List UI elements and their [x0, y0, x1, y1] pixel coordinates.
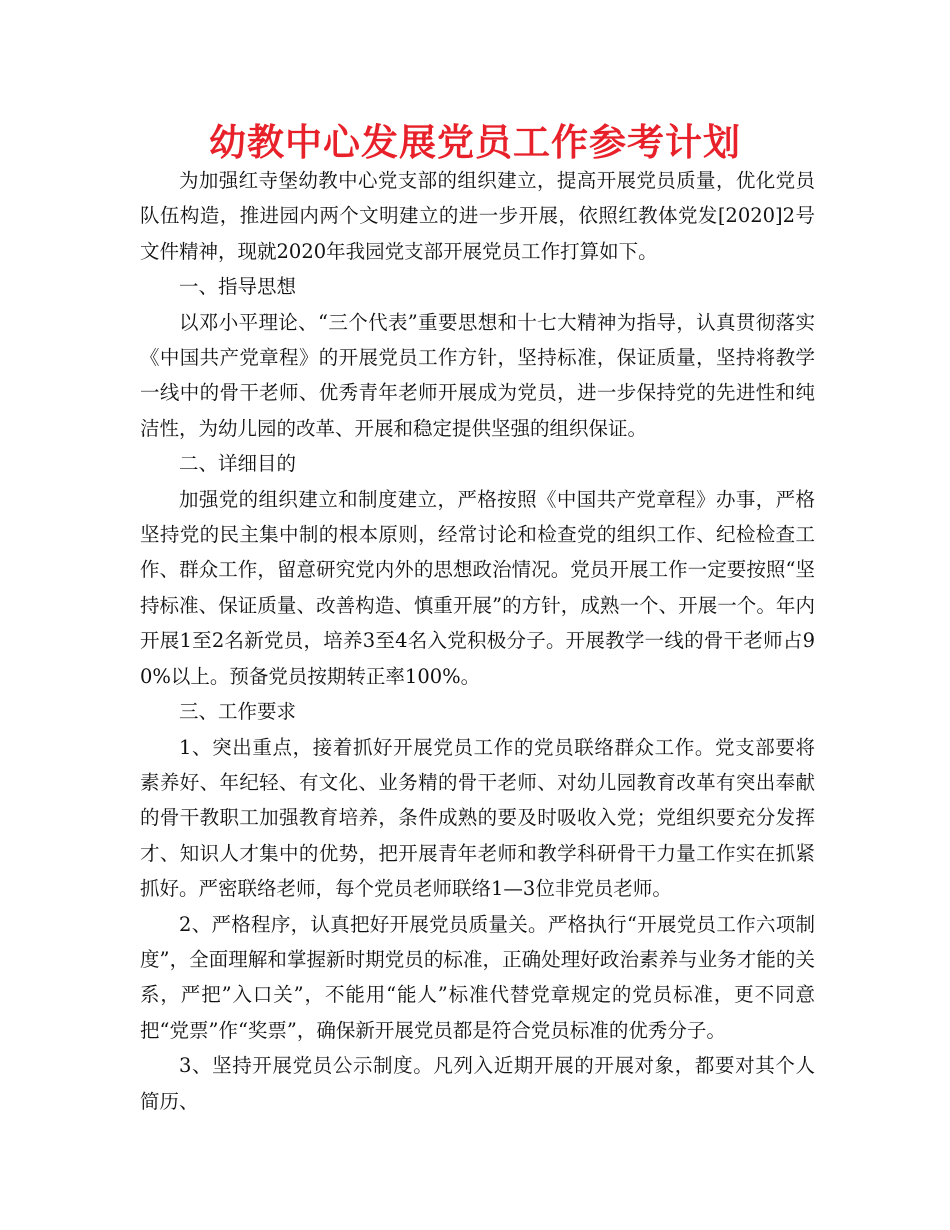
- guiding-thought-paragraph: 以邓小平理论、“三个代表”重要思想和十七大精神为指导，认真贯彻落实《中国共产党章程》的开展党员工作方针，坚持标准，保证质量，坚持将教学一线中的骨干老师、优秀青年老师开展成为党员，进一步保持党的先进性和纯洁性，为幼儿园的改革、开展和稳定提供坚强的组织保证。: [140, 310, 815, 440]
- section-heading-guiding-thought: 一、指导思想: [179, 275, 297, 299]
- requirement-1-paragraph: 1、突出重点，接着抓好开展党员工作的党员联络群众工作。党支部要将素养好、年纪轻、有文化、业务精的骨干老师、对幼儿园教育改革有突出奉献的骨干教职工加强教育培养，条件成熟的要及时吸收入党；党组织要充分发挥才、知识人才集中的优势，把开展青年老师和教学科研骨干力量工作实在抓紧抓好。严密联络老师，每个党员老师联络1—3位非党员老师。: [140, 735, 815, 901]
- section-heading-work-requirements: 三、工作要求: [179, 700, 297, 724]
- section-heading-specific-goals: 二、详细目的: [179, 452, 297, 476]
- document-title: 幼教中心发展党员工作参考计划: [209, 121, 741, 164]
- document-body: [140, 163, 815, 1119]
- requirement-3-paragraph: 3、坚持开展党员公示制度。凡列入近期开展的开展对象，都要对其个人简历、: [140, 1054, 815, 1113]
- requirement-2-paragraph: 2、严格程序，认真把好开展党员质量关。严格执行“开展党员工作六项制度”，全面理解和掌握新时期党员的标准，正确处理好政治素养与业务才能的关系，严把”入口关”，不能用“能人”标准代替党章规定的党员标准，更不同意把“党票”作“奖票”，确保新开展党员都是符合党员标准的优秀分子。: [140, 912, 815, 1042]
- intro-paragraph: 为加强红寺堡幼教中心党支部的组织建立，提高开展党员质量，优化党员队伍构造，推进园内两个文明建立的进一步开展，依照红教体党发[2020]2号文件精神，现就2020年我园党支部开展党员工作打算如下。: [140, 169, 815, 263]
- specific-goals-paragraph: 加强党的组织建立和制度建立，严格按照《中国共产党章程》办事，严格坚持党的民主集中制的根本原则，经常讨论和检查党的组织工作、纪检检查工作、群众工作，留意研究党内外的思想政治情况。党员开展工作一定要按照“坚持标准、保证质量、改善构造、慎重开展”的方针，成熟一个、开展一个。年内开展1至2名新党员，培养3至4名入党积极分子。开展教学一线的骨干老师占90%以上。预备党员按期转正率100%。: [140, 487, 815, 688]
